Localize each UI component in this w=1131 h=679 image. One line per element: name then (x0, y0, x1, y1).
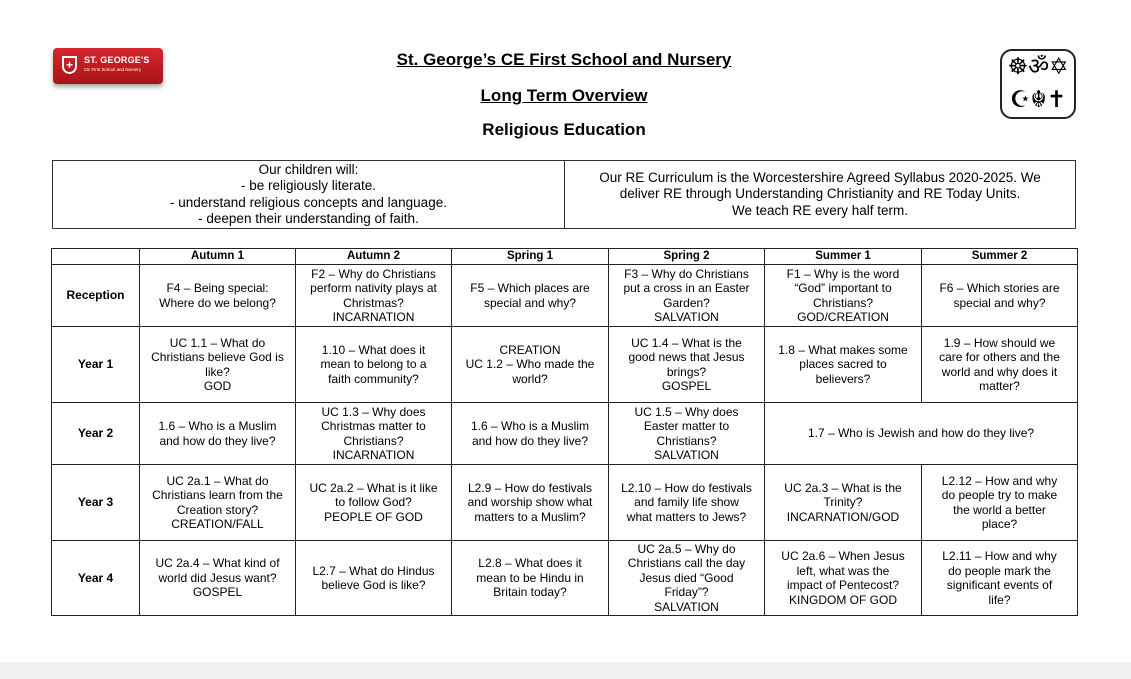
table-header-row (52, 249, 1078, 265)
unit-line: UC 2a.5 – Why do (637, 541, 736, 556)
unit-line: world? (512, 371, 548, 386)
unit-line: special and why? (953, 295, 1046, 310)
unit-line: 1.6 – Who is a Muslim (158, 419, 277, 433)
term-header: Summer 1 (765, 249, 922, 265)
unit-line: GOD/CREATION (797, 310, 889, 324)
unit-line: brings? (666, 364, 707, 379)
unit-line: good news that Jesus (628, 350, 745, 364)
unit-line: matters to a Muslim? (474, 509, 586, 524)
table-row (52, 265, 1078, 327)
unit-line: “God” important to (794, 281, 892, 295)
unit-line: perform nativity plays at (310, 281, 437, 295)
unit-line: Christians? (812, 295, 874, 310)
unit-cell (452, 541, 609, 616)
unit-line: life? (988, 592, 1011, 607)
intro-curriculum-line: Our RE Curriculum is the Worcestershire Agreed Syllabus 2020-2025. We (599, 169, 1041, 185)
unit-line: L2.9 – How do festivals (467, 480, 593, 495)
unit-cell (140, 465, 296, 541)
subject-title: Religious Education (482, 120, 646, 139)
unit-cell (922, 327, 1078, 403)
unit-line: UC 2a.1 – What do (166, 473, 269, 488)
year-group-label: Year 3 (52, 465, 140, 541)
unit-cell (296, 403, 452, 465)
unit-cell (452, 265, 609, 327)
intro-aims (53, 161, 565, 228)
unit-line: Friday”? (664, 585, 709, 600)
unit-cell (452, 465, 609, 541)
unit-line: UC 2a.4 – What kind of (155, 556, 280, 571)
year-group-label: Year 2 (52, 403, 140, 465)
year-group-label: Year 1 (52, 327, 140, 403)
unit-line: UC 1.4 – What is the (631, 335, 742, 350)
unit-line: KINGDOM OF GOD (789, 592, 897, 607)
unit-line: Christians call the day (627, 556, 746, 571)
unit-line: do people try to make (941, 488, 1058, 502)
unit-line: 1.6 – Who is a Muslim (470, 419, 590, 433)
unit-line: place? (981, 517, 1018, 531)
unit-cell (296, 265, 452, 327)
unit-cell (452, 403, 609, 465)
unit-line: L2.10 – How do festivals (621, 480, 752, 495)
unit-line: 1.10 – What does it (321, 342, 426, 357)
unit-cell (765, 541, 922, 616)
unit-line: mean to be Hindu in (476, 570, 584, 585)
unit-line: CREATION/FALL (171, 517, 264, 531)
unit-cell (922, 265, 1078, 327)
unit-line: UC 2a.2 – What is it like (309, 480, 438, 495)
logo-subtitle: CE First School and Nursery (84, 67, 142, 72)
unit-line: UC 2a.6 – When Jesus (781, 549, 905, 563)
unit-line: Easter matter to (643, 419, 730, 433)
shield-icon: + (62, 56, 77, 74)
unit-cell (609, 265, 765, 327)
unit-line: the world a better (953, 502, 1046, 517)
unit-cell (609, 541, 765, 616)
intro-aims-line: - be religiously literate. (240, 178, 377, 193)
unit-cell (140, 265, 296, 327)
unit-cell (452, 327, 609, 403)
unit-line: INCARNATION/GOD (786, 509, 900, 524)
unit-line: Where do we belong? (159, 295, 276, 310)
logo-name: ST. GEORGE'S (84, 55, 150, 65)
unit-line: F1 – Why is the word (786, 266, 900, 281)
year-group-label: Reception (52, 265, 140, 327)
unit-line: F2 – Why do Christians (311, 266, 436, 281)
unit-line: 1.7 – Who is Jewish and how do they live? (807, 426, 1035, 441)
unit-line: care for others and the (939, 350, 1060, 364)
unit-cell (296, 465, 452, 541)
unit-line: L2.7 – What do Hindus (312, 563, 435, 578)
school-logo (53, 48, 163, 84)
school-title: St. George’s CE First School and Nursery (396, 50, 732, 69)
unit-cell (765, 265, 922, 327)
faith-symbols-row-1: ☸ॐ✡ (1007, 54, 1069, 80)
year-group-label: Year 4 (52, 541, 140, 616)
unit-line: believers? (815, 371, 871, 386)
unit-line: and how do they live? (471, 433, 589, 448)
unit-line: like? (205, 364, 230, 379)
unit-line: what matters to Jews? (626, 509, 747, 524)
unit-line: Christmas? (343, 295, 404, 310)
unit-line: Garden? (663, 295, 710, 310)
unit-line: Creation story? (176, 502, 259, 517)
term-header: Autumn 2 (296, 249, 452, 265)
unit-line: F6 – Which stories are (939, 281, 1060, 295)
unit-line: special and why? (483, 295, 577, 310)
unit-cell (140, 403, 296, 465)
overview-title: Long Term Overview (480, 86, 648, 105)
unit-line: and worship show what (467, 495, 593, 510)
unit-line: Christians? (656, 433, 717, 448)
unit-line: left, what was the (796, 563, 890, 578)
unit-line: and how do they live? (159, 433, 276, 448)
faith-symbols-icon (1000, 49, 1076, 119)
unit-line: places sacred to (799, 357, 887, 372)
unit-line: L2.12 – How and why (941, 473, 1058, 488)
unit-line: and family life show (634, 495, 739, 510)
unit-line: INCARNATION (332, 310, 415, 324)
unit-cell (922, 541, 1078, 616)
unit-line: put a cross in an Easter (623, 281, 750, 295)
intro-aims-line: - understand religious concepts and language. (170, 194, 447, 210)
unit-line: F5 – Which places are (470, 281, 590, 295)
unit-line: INCARNATION (332, 448, 415, 462)
unit-line: CREATION (499, 342, 561, 357)
term-header: Autumn 1 (140, 249, 296, 265)
unit-line: 1.9 – How should we (943, 335, 1056, 350)
unit-line: GOD (203, 379, 232, 393)
unit-line: 1.8 – What makes some (778, 342, 908, 357)
unit-line: UC 1.3 – Why does (321, 404, 426, 419)
unit-line: Trinity? (823, 495, 863, 510)
intro-aims-line: Our children will: (258, 161, 359, 177)
table-row (52, 403, 1078, 465)
unit-cell (140, 541, 296, 616)
unit-line: PEOPLE OF GOD (324, 509, 423, 524)
unit-line: F3 – Why do Christians (624, 266, 749, 281)
unit-line: L2.11 – How and why (942, 549, 1057, 563)
unit-line: matter? (979, 379, 1020, 393)
unit-line: SALVATION (654, 310, 719, 324)
intro-box (52, 160, 1076, 229)
overview-table (51, 248, 1078, 616)
unit-line: L2.8 – What does it (478, 556, 582, 571)
unit-line: Britain today? (493, 585, 567, 600)
unit-line: GOSPEL (192, 585, 243, 600)
unit-line: UC 1.5 – Why does (634, 404, 739, 419)
unit-line: Jesus died “Good (639, 570, 734, 585)
unit-line: Christians believe God is (151, 350, 284, 364)
unit-cell (296, 541, 452, 616)
unit-line: UC 2a.3 – What is the (784, 480, 902, 495)
intro-curriculum-line: deliver RE through Understanding Christianity and RE Today Units. (619, 186, 1021, 202)
unit-cell (609, 403, 765, 465)
unit-cell (609, 327, 765, 403)
term-header: Spring 1 (452, 249, 609, 265)
unit-line: world did Jesus want? (158, 570, 277, 585)
unit-cell (296, 327, 452, 403)
unit-cell (609, 465, 765, 541)
unit-line: world and why does it (941, 364, 1058, 379)
unit-line: significant events of (946, 578, 1053, 592)
intro-curriculum-line: We teach RE every half term. (731, 202, 909, 218)
unit-line: Christians learn from the (152, 488, 283, 502)
unit-cell (140, 327, 296, 403)
unit-cell (765, 327, 922, 403)
unit-line: UC 1.2 – Who made the (465, 357, 595, 372)
term-header: Summer 2 (922, 249, 1078, 265)
unit-line: SALVATION (654, 448, 719, 462)
intro-curriculum (565, 161, 1075, 228)
corner-cell (52, 249, 140, 265)
unit-line: to follow God? (335, 495, 412, 510)
term-header: Spring 2 (609, 249, 765, 265)
unit-cell (765, 465, 922, 541)
unit-line: do people mark the (948, 563, 1051, 578)
unit-line: F4 – Being special: (166, 281, 269, 295)
table-row (52, 327, 1078, 403)
unit-line: SALVATION (654, 599, 719, 614)
unit-line: impact of Pentecost? (786, 578, 900, 592)
faith-symbols-row-2: ☪☬✝ (1009, 87, 1067, 113)
unit-line: Christmas matter to (321, 419, 426, 433)
unit-line: GOSPEL (661, 379, 712, 393)
intro-aims-line: - deepen their understanding of faith. (198, 211, 419, 226)
table-row (52, 541, 1078, 616)
unit-line: mean to belong to a (320, 357, 427, 372)
unit-line: Christians? (343, 433, 404, 448)
unit-line: UC 1.1 – What do (169, 335, 266, 350)
unit-line: believe God is like? (321, 578, 426, 592)
table-row (52, 465, 1078, 541)
unit-cell (922, 465, 1078, 541)
unit-cell (765, 403, 1078, 465)
unit-line: faith community? (328, 371, 419, 386)
